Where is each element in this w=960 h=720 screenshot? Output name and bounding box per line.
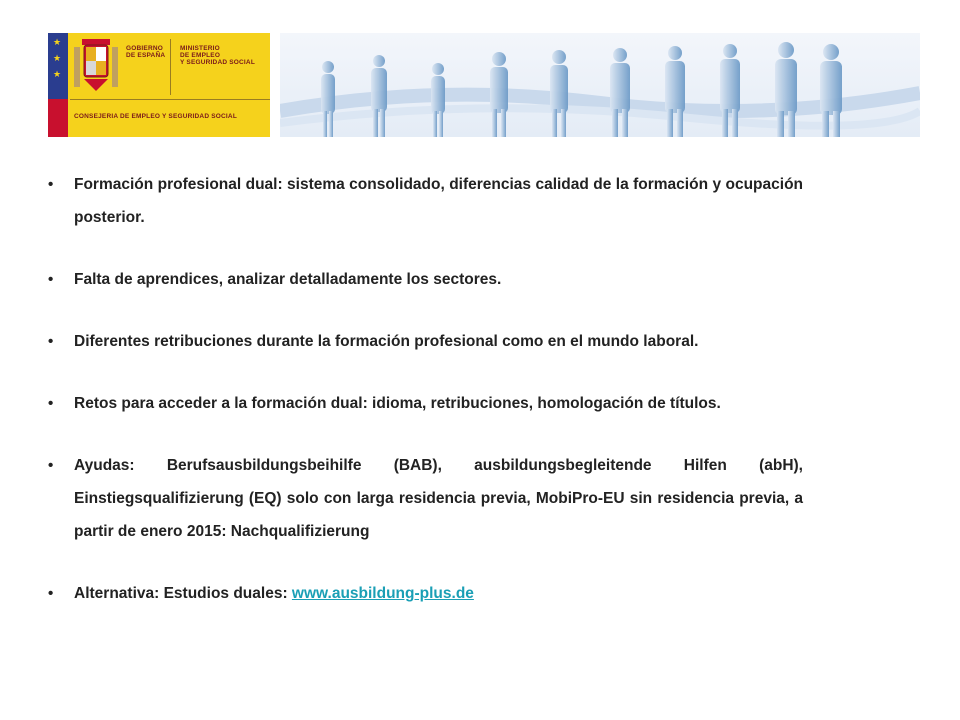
list-item: • Retos para acceder a la formación dual: idioma, retribuciones, homologación de títulos.: [48, 387, 803, 420]
bullet-text: Formación profesional dual: sistema consolidado, diferencias calidad de la formación y ocupación posterior.: [74, 176, 803, 226]
bullet-list: [48, 168, 803, 639]
bullet-text: Retos para acceder a la formación dual: idioma, retribuciones, homologación de títulos.: [74, 395, 721, 412]
consejeria-label: CONSEJERIA DE EMPLEO Y SEGURIDAD SOCIAL: [74, 113, 237, 120]
list-item: • Diferentes retribuciones durante la formación profesional como en el mundo laboral.: [48, 325, 803, 358]
people-banner-image: [280, 33, 920, 137]
coat-of-arms-icon: [72, 37, 120, 95]
list-item: • Alternativa: Estudios duales: www.ausbildung-plus.de: [48, 577, 803, 610]
gobierno-label: GOBIERNO DE ESPAÑA: [126, 45, 166, 59]
header: [48, 33, 920, 143]
government-logo: [48, 33, 270, 137]
bullet-text: Diferentes retribuciones durante la formación profesional como en el mundo laboral.: [74, 333, 699, 350]
bullet-text: Ayudas: Berufsausbildungsbeihilfe (BAB), ausbildungsbegleitende Hilfen (abH), Einstiegsqualifizierung (EQ) solo con larga residencia previa, MobiPro-EU sin residencia previa, a partir de enero 2015: Nachqualifizierung: [74, 457, 803, 540]
bullet-text: Alternativa: Estudios duales: www.ausbildung-plus.de: [74, 585, 474, 602]
list-item: • Formación profesional dual: sistema consolidado, diferencias calidad de la formación y ocupación posterior.: [48, 168, 803, 234]
eu-flag-strip: ★ ★ ★: [48, 33, 68, 137]
bullet-text: Falta de aprendices, analizar detalladamente los sectores.: [74, 271, 502, 288]
list-item: • Falta de aprendices, analizar detalladamente los sectores.: [48, 263, 803, 296]
list-item: • Ayudas: Berufsausbildungsbeihilfe (BAB), ausbildungsbegleitende Hilfen (abH), Einstiegsqualifizierung (EQ) solo con larga residencia previa, MobiPro-EU sin residencia previa, a partir de enero 2015: Nachqualifizierung: [48, 449, 803, 548]
ausbildung-plus-link[interactable]: www.ausbildung-plus.de: [291, 585, 474, 602]
ministerio-label: MINISTERIO DE EMPLEO Y SEGURIDAD SOCIAL: [180, 45, 255, 66]
